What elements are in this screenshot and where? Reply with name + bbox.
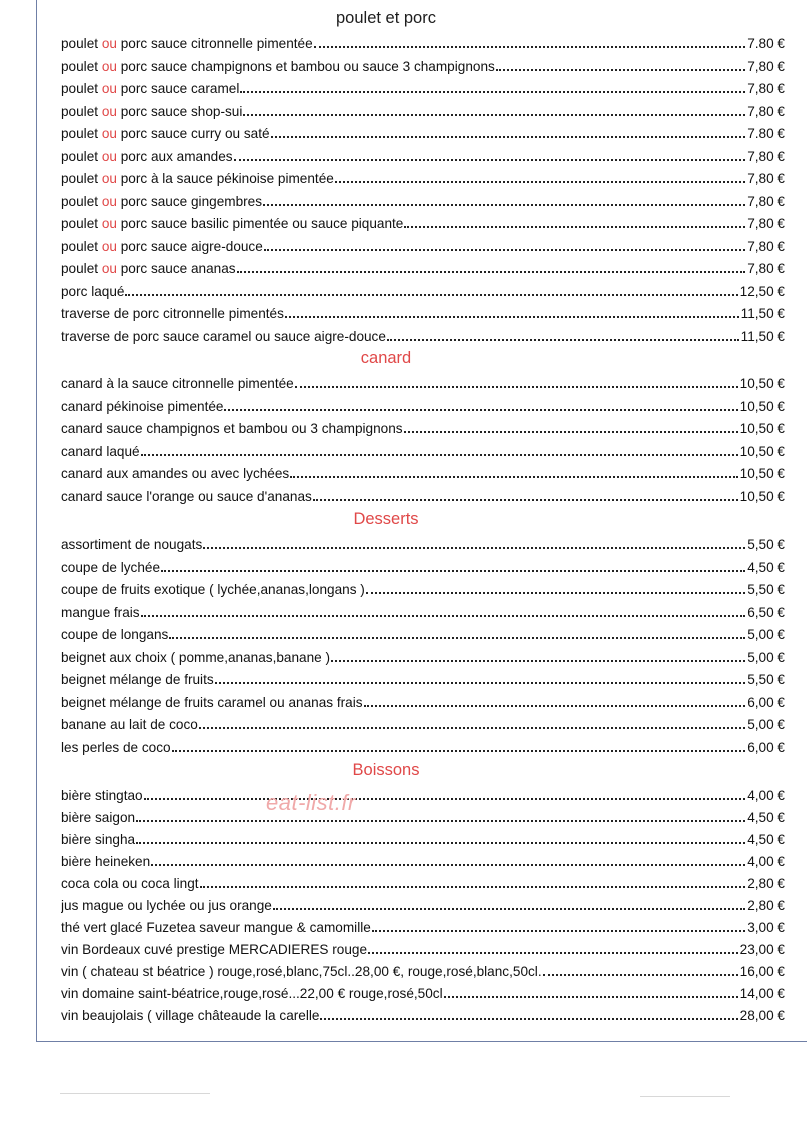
or-word: ou: [101, 36, 117, 51]
menu-item-name: beignet mélange de fruits: [61, 672, 214, 687]
dot-leader: [141, 615, 746, 617]
menu-item-price: 5,50 €: [747, 537, 785, 552]
menu-item-price: 4,50 €: [747, 832, 785, 847]
menu-item-price: 10,50 €: [739, 376, 785, 391]
or-word: ou: [101, 193, 117, 209]
dot-leader: [243, 114, 745, 116]
menu-item-price: 4,50 €: [747, 810, 785, 825]
menu-item-price: 7.80 €: [747, 36, 785, 51]
menu-item-price: 7,80 €: [747, 148, 785, 164]
menu-item-name: assortiment de nougats: [61, 537, 203, 552]
menu-item: [61, 210, 785, 232]
menu-item-price: 5,50 €: [747, 582, 785, 597]
menu-item-price: 7,80 €: [747, 238, 785, 254]
menu-item-price: 7,80 €: [747, 58, 785, 74]
menu-item-price: 7,80 €: [747, 216, 785, 231]
menu-item-name: bière stingtao: [61, 788, 143, 803]
menu-item: [61, 892, 785, 914]
or-word: ou: [101, 171, 117, 186]
dot-leader: [271, 136, 746, 138]
dot-leader: [224, 409, 737, 411]
menu-item-name: beignet mélange de fruits caramel ou ananas frais: [61, 694, 363, 710]
menu-item-name: mangue frais: [61, 604, 140, 620]
menu-item: [61, 782, 785, 804]
menu-item: [61, 644, 785, 666]
section-title: canard: [360, 349, 412, 367]
menu-item-price: 7,80 €: [747, 171, 785, 186]
dot-leader: [215, 682, 746, 684]
dot-leader: [290, 476, 737, 478]
dot-leader: [141, 454, 738, 456]
menu-item-name: poulet ou porc sauce caramel: [61, 81, 240, 96]
menu-item: [61, 599, 785, 621]
menu-item-name: les perles de coco: [61, 739, 171, 755]
dot-leader: [404, 431, 738, 433]
menu-item: [61, 120, 785, 142]
dot-leader: [169, 637, 745, 639]
dot-leader: [372, 930, 745, 932]
menu-item: [61, 936, 785, 958]
menu-item-price: 14,00 €: [739, 986, 785, 1001]
menu-item-name: poulet ou porc sauce ananas: [61, 261, 236, 276]
dot-leader: [320, 1018, 737, 1020]
menu-item-name: jus mague ou lychée ou jus orange: [61, 898, 272, 913]
dot-leader: [444, 996, 738, 998]
menu-item: [61, 531, 785, 553]
menu-item-price: 11,50 €: [740, 328, 785, 344]
menu-item-price: 6,00 €: [747, 694, 785, 710]
dot-leader: [240, 91, 745, 93]
menu-item-name: thé vert glacé Fuzetea saveur mangue & camomille: [61, 920, 371, 935]
dot-leader: [314, 46, 746, 48]
dot-leader: [199, 727, 745, 729]
menu-item: [61, 1002, 785, 1024]
menu-item-name: vin beaujolais ( village châteaude la carelle: [61, 1008, 320, 1023]
dot-leader: [172, 750, 746, 752]
menu-item: [61, 188, 785, 210]
menu-item: [61, 621, 785, 643]
or-word: ou: [101, 216, 117, 231]
menu-item: [61, 415, 785, 437]
menu-item-name: poulet ou porc à la sauce pékinoise pimentée: [61, 171, 334, 186]
section-title: poulet et porc: [336, 9, 436, 27]
menu-item-name: coupe de longans: [61, 627, 169, 642]
menu-item: [61, 666, 785, 688]
or-word: ou: [101, 81, 117, 96]
menu-item-price: 4,00 €: [747, 788, 785, 803]
menu-item-name: coca cola ou coca lingt: [61, 876, 199, 891]
menu-item: [61, 370, 785, 392]
menu-item: [61, 233, 785, 255]
section-title: Desserts: [353, 510, 419, 528]
menu-item: [61, 483, 785, 505]
dot-leader: [313, 499, 738, 501]
menu-item-price: 10,50 €: [739, 488, 785, 504]
menu-item-name: canard sauce l'orange ou sauce d'ananas: [61, 488, 312, 504]
dot-leader: [263, 204, 745, 206]
dot-leader: [125, 294, 737, 296]
watermark: eat-list.fr: [266, 790, 356, 815]
menu-item-name: coupe de fruits exotique ( lychée,ananas,longans ): [61, 582, 365, 597]
dot-leader: [136, 820, 745, 822]
or-word: ou: [101, 148, 117, 164]
menu-item: [61, 870, 785, 892]
menu-item-name: poulet ou porc sauce aigre-douce: [61, 238, 263, 254]
scan-artifact: [60, 1093, 210, 1094]
menu-item: [61, 75, 785, 97]
menu-item-price: 5,00 €: [747, 649, 785, 665]
menu-item: [61, 323, 785, 345]
dot-leader: [151, 864, 745, 866]
menu-item-price: 28,00 €: [739, 1008, 785, 1023]
dot-leader: [273, 908, 745, 910]
menu-item: [61, 804, 785, 826]
menu-item-name: poulet ou porc sauce citronnelle pimentée: [61, 36, 313, 51]
scan-artifact: [640, 1096, 730, 1097]
menu-item-name: traverse de porc sauce caramel ou sauce aigre-douce: [61, 328, 386, 344]
dot-leader: [368, 952, 738, 954]
or-word: ou: [101, 126, 117, 141]
menu-item-price: 5,50 €: [747, 672, 785, 687]
menu-item-price: 2,80 €: [747, 898, 785, 913]
menu-item-price: 3,00 €: [747, 920, 785, 935]
menu-item-price: 5,00 €: [747, 717, 785, 732]
menu-item-price: 10,50 €: [739, 466, 785, 481]
menu-item-price: 5,00 €: [747, 627, 785, 642]
menu-item-price: 7,80 €: [747, 193, 785, 209]
menu-item-price: 7,80 €: [747, 261, 785, 276]
menu-item-price: 4,00 €: [747, 854, 785, 869]
menu-item-price: 10,50 €: [739, 421, 785, 436]
dot-leader: [200, 886, 746, 888]
menu-item: [61, 278, 785, 300]
menu-item-name: bière heineken: [61, 854, 151, 869]
menu-item-name: canard laqué: [61, 443, 140, 459]
menu-item: [61, 576, 785, 598]
menu-item-price: 11,50 €: [740, 306, 785, 321]
menu-item-name: porc laqué: [61, 283, 125, 299]
menu-item: [61, 98, 785, 120]
menu-item-name: bière singha: [61, 832, 136, 847]
menu-item-name: poulet ou porc sauce champignons et bambou ou sauce 3 champignons: [61, 58, 495, 74]
menu-item-price: 10,50 €: [739, 443, 785, 459]
menu-item-name: vin ( chateau st béatrice ) rouge,rosé,blanc,75cl..28,00 €, rouge,rosé,blanc,50cl.: [61, 964, 542, 979]
menu-item: [61, 255, 785, 277]
menu-item-price: 7,80 €: [747, 81, 785, 96]
menu-item-name: beignet aux choix ( pomme,ananas,banane ): [61, 649, 331, 665]
menu-item-name: canard sauce champignos et bambou ou 3 champignons: [61, 421, 403, 436]
dot-leader: [335, 181, 745, 183]
dot-leader: [203, 547, 745, 549]
dot-leader: [136, 842, 745, 844]
menu-item-name: canard pékinoise pimentée: [61, 398, 224, 414]
menu-item: [61, 734, 785, 756]
menu-item: [61, 300, 785, 322]
menu-item: [61, 958, 785, 980]
menu-item-price: 12,50 €: [739, 283, 785, 299]
menu-item: [61, 30, 785, 52]
dot-leader: [237, 271, 746, 273]
menu-item-name: vin domaine saint-béatrice,rouge,rosé...22,00 € rouge,rosé,50cl: [61, 986, 443, 1001]
dot-leader: [404, 226, 745, 228]
menu-item: [61, 914, 785, 936]
menu-item: [61, 711, 785, 733]
dot-leader: [285, 316, 739, 318]
menu-item-price: 7.80 €: [747, 126, 785, 141]
menu-item: [61, 826, 785, 848]
or-word: ou: [101, 58, 117, 74]
dot-leader: [161, 570, 745, 572]
dot-leader: [387, 339, 739, 341]
menu-item: [61, 165, 785, 187]
menu-item-price: 16,00 €: [739, 964, 785, 979]
menu-item: [61, 143, 785, 165]
menu-item-name: poulet ou porc sauce gingembres: [61, 193, 263, 209]
dot-leader: [366, 592, 745, 594]
menu-item: [61, 980, 785, 1002]
or-word: ou: [101, 103, 117, 119]
menu-item: [61, 438, 785, 460]
or-word: ou: [101, 261, 117, 276]
section-title: Boissons: [352, 761, 420, 779]
menu-item-name: coupe de lychée: [61, 559, 161, 575]
dot-leader: [331, 660, 745, 662]
menu-item: [61, 393, 785, 415]
menu-item: [61, 689, 785, 711]
menu-item-name: poulet ou porc sauce shop-sui: [61, 103, 243, 119]
menu-item: [61, 554, 785, 576]
menu-item-price: 4,50 €: [747, 559, 785, 575]
menu-item-name: poulet ou porc sauce basilic pimentée ou sauce piquante: [61, 216, 404, 231]
menu-item-price: 10,50 €: [739, 398, 785, 414]
dot-leader: [234, 159, 746, 161]
menu-item-name: poulet ou porc aux amandes: [61, 148, 233, 164]
menu-item-name: vin Bordeaux cuvé prestige MERCADIERES rouge: [61, 942, 367, 957]
menu-item-name: bière saigon: [61, 810, 136, 825]
menu-item-name: traverse de porc citronnelle pimentés: [61, 306, 284, 321]
menu-item-name: canard aux amandes ou avec lychées: [61, 466, 290, 481]
dot-leader: [144, 798, 746, 800]
menu-item-price: 6,00 €: [747, 739, 785, 755]
dot-leader: [364, 705, 746, 707]
dot-leader: [543, 974, 738, 976]
dot-leader: [496, 69, 745, 71]
or-word: ou: [101, 238, 117, 254]
menu-item: [61, 53, 785, 75]
menu-item-name: canard à la sauce citronnelle pimentée: [61, 376, 294, 391]
menu-item: [61, 460, 785, 482]
menu-item-price: 23,00 €: [739, 942, 785, 957]
menu-item-name: poulet ou porc sauce curry ou saté: [61, 126, 270, 141]
menu-item-price: 6,50 €: [747, 604, 785, 620]
menu-item-price: 7,80 €: [747, 103, 785, 119]
dot-leader: [264, 249, 745, 251]
menu-item-price: 2,80 €: [747, 876, 785, 891]
dot-leader: [295, 386, 738, 388]
menu-item-name: banane au lait de coco: [61, 717, 198, 732]
menu-item: [61, 848, 785, 870]
